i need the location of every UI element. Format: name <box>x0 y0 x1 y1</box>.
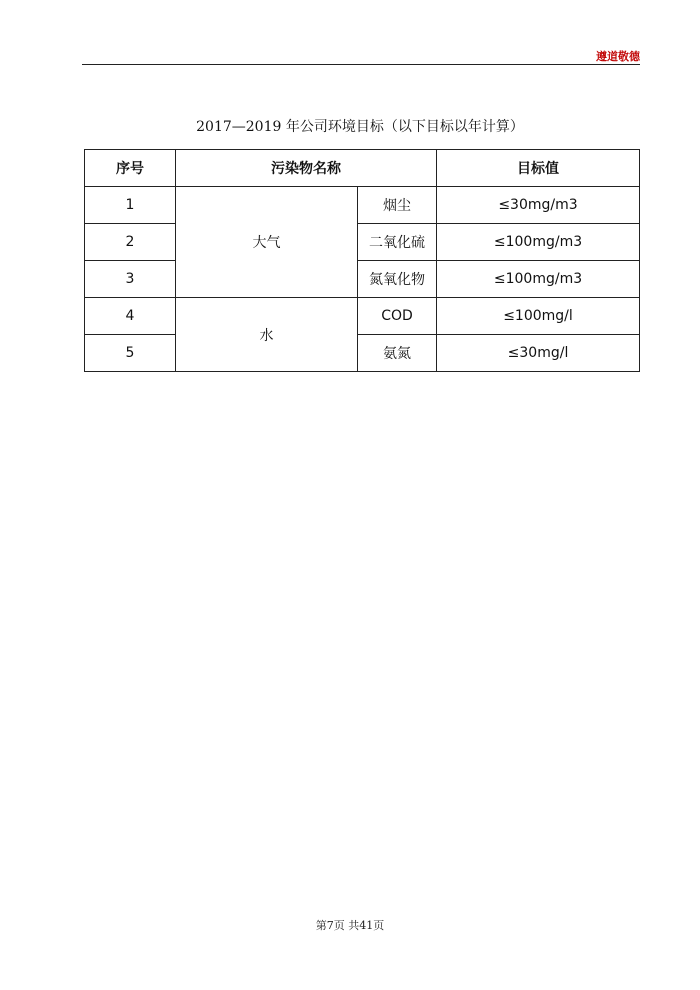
header-divider <box>82 64 640 65</box>
target-value: ≤100mg/l <box>437 298 640 335</box>
document-title: 2017—2019 年公司环境目标（以下目标以年计算） <box>196 119 524 135</box>
category-cell-water: 水 <box>176 298 358 372</box>
table-row <box>85 261 640 298</box>
pollutant-item: COD <box>358 298 437 335</box>
target-value: ≤100mg/m3 <box>437 224 640 261</box>
row-seq: 2 <box>85 224 176 261</box>
target-value: ≤100mg/m3 <box>437 261 640 298</box>
pollutant-item: 烟尘 <box>358 187 437 224</box>
table-row <box>85 187 640 224</box>
page-number: 第7页 共41页 <box>315 919 385 932</box>
pollutant-item: 氨氮 <box>358 335 437 372</box>
table-row <box>85 298 640 335</box>
table-row <box>85 224 640 261</box>
target-value: ≤30mg/l <box>437 335 640 372</box>
pollutant-item: 氮氧化物 <box>358 261 437 298</box>
environmental-targets-table <box>84 149 640 372</box>
row-seq: 3 <box>85 261 176 298</box>
row-seq: 4 <box>85 298 176 335</box>
table-row <box>85 335 640 372</box>
row-seq: 1 <box>85 187 176 224</box>
table-header-row <box>85 150 640 187</box>
header-slogan: 遵道敬德 <box>596 50 640 63</box>
row-seq: 5 <box>85 335 176 372</box>
header-pollutant-name: 污染物名称 <box>176 150 437 187</box>
target-value: ≤30mg/m3 <box>437 187 640 224</box>
pollutant-item: 二氧化硫 <box>358 224 437 261</box>
header-target-value: 目标值 <box>437 150 640 187</box>
category-cell-air: 大气 <box>176 187 358 298</box>
header-seq: 序号 <box>85 150 176 187</box>
